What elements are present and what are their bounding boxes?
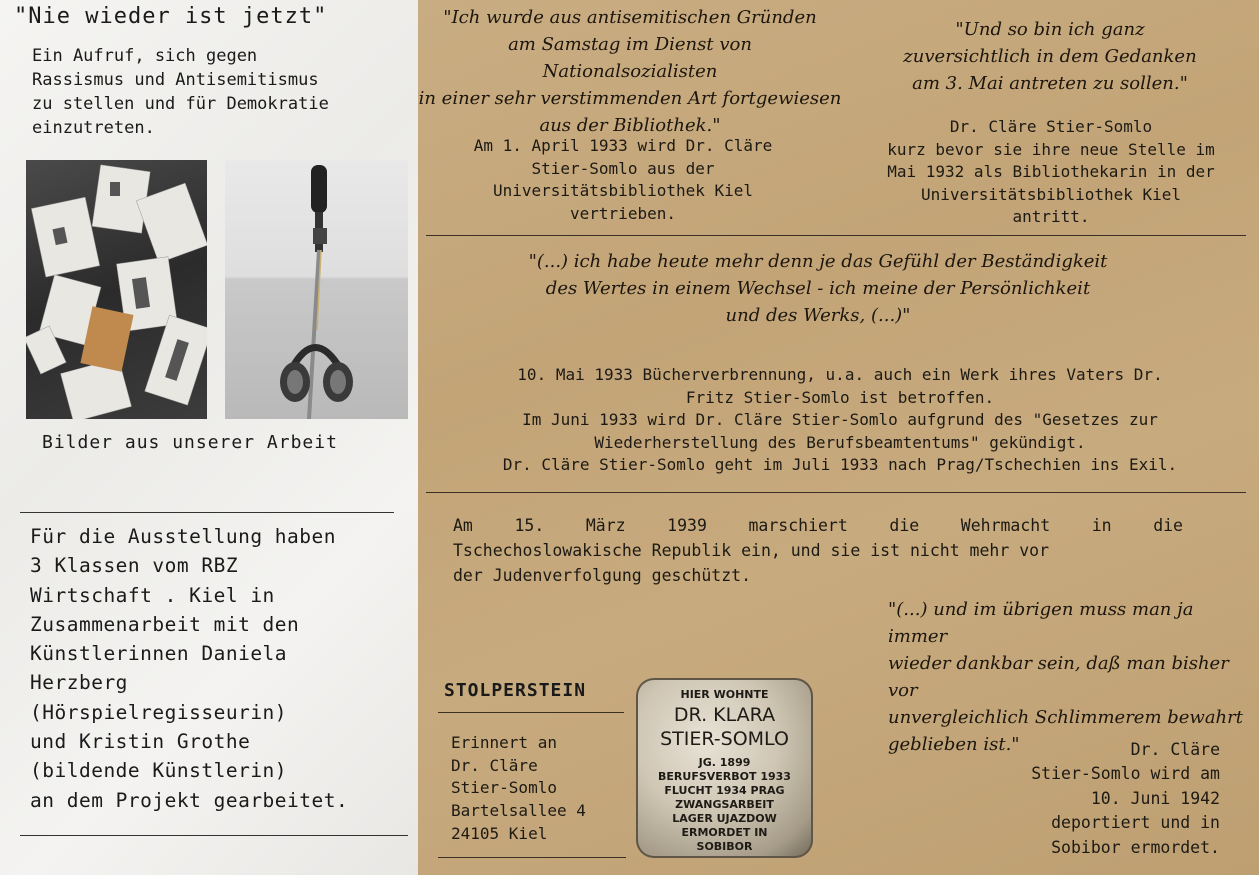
stone-line: HIER WOHNTE	[680, 688, 769, 701]
quote-line: am Samstag im Dienst von Nationalsozialisten	[508, 34, 752, 82]
stone-line: ZWANGSARBEIT	[675, 798, 774, 811]
panel-divider-1	[426, 235, 1246, 236]
text-line: 10. Mai 1933 Bücherverbrennung, u.a. auch ein Werk ihres Vaters Dr.	[517, 365, 1163, 384]
quote-line: "(...) ich habe heute mehr denn je das Gefühl der Beständigkeit	[528, 251, 1108, 272]
text-line: Wiederherstellung des Berufsbeamtentums" gekündigt.	[594, 432, 1086, 452]
text-line: vertrieben.	[570, 203, 676, 223]
text-line: Stier-Somlo	[451, 778, 557, 798]
quote-line: "Und so bin ich ganz	[955, 19, 1145, 40]
quote-line: und des Werks, (...)"	[725, 305, 911, 326]
text-line: Universitätsbibliothek Kiel	[920, 184, 1182, 204]
text-line: kurz bevor sie ihre neue Stelle im	[887, 139, 1215, 159]
text-dismissal	[423, 135, 823, 225]
stone-line: STIER-SOMLO	[660, 728, 789, 750]
quote-line: unvergleichlich Schlimmerem bewahrt	[888, 707, 1243, 728]
intro-text: Ein Aufruf, sich gegen Rassismus und Antisemitismus zu stellen und für Demokratie einzutreten.	[32, 46, 329, 138]
history-panel	[418, 0, 1259, 875]
text-line: Am 1. April 1933 wird Dr. Cläre	[473, 136, 773, 155]
photo-microphone-headphones	[225, 160, 408, 419]
quote-line: aus der Bibliothek."	[539, 115, 721, 136]
papers-illustration	[26, 160, 207, 419]
stone-line: ERMORDET IN	[681, 826, 768, 839]
text-line: Dr. Cläre	[1130, 740, 1220, 759]
text-line: Sobibor ermordet.	[1051, 837, 1220, 857]
quote-line: am 3. Mai antreten zu sollen."	[912, 73, 1188, 94]
memorial-underline	[438, 857, 626, 858]
stone-line: SOBIBOR	[696, 840, 753, 853]
text-line: Fritz Stier-Somlo ist betroffen.	[685, 387, 995, 407]
exhibition-credits: Für die Ausstellung haben 3 Klassen vom RBZ Wirtschaft . Kiel in Zusammenarbeit mit den Künstlerinnen Daniela Herzberg (Hörspielregisseurin) und Kristin Grothe (bildende Künstlerin) an dem Projekt gearbeitet.	[30, 525, 349, 812]
quote-line: "Ich wurde aus antisemitischen Gründen	[443, 7, 817, 28]
text-line: Dr. Cläre Stier-Somlo	[949, 117, 1153, 136]
divider-bottom	[20, 835, 408, 836]
text-line: Bartelsallee 4	[451, 801, 586, 821]
quote-confident	[850, 16, 1250, 97]
text-line: Stier-Somlo aus der	[531, 158, 715, 178]
text-line: Stier-Somlo wird am	[1031, 764, 1220, 784]
stolperstein-heading: STOLPERSTEIN	[444, 680, 587, 701]
quote-dismissal	[418, 4, 842, 139]
quote-line: "(...) und im übrigen muss man ja immer	[888, 599, 1194, 647]
quote-line: zuversichtlich in dem Gedanken	[903, 46, 1197, 67]
microphone-illustration	[225, 160, 408, 419]
quote-line: geblieben ist."	[888, 734, 1020, 755]
photo-caption: Bilder aus unserer Arbeit	[42, 432, 338, 453]
stone-line: LAGER UJAZDOW	[672, 812, 777, 825]
stone-line: BERUFSVERBOT 1933	[658, 770, 791, 783]
stone-line: JG. 1899	[698, 756, 751, 769]
text-line: Mai 1932 als Bibliothekarin in der	[887, 162, 1215, 181]
text-march-1939	[453, 513, 1183, 588]
stone-line: FLUCHT 1934 PRAG	[664, 784, 785, 797]
photo-papers-on-floor	[26, 160, 207, 419]
text-line: Dr. Cläre	[451, 755, 538, 775]
text-book-burning	[440, 364, 1240, 477]
text-line: Am 15. März 1939 marschiert die Wehrmacht in die	[453, 516, 1183, 535]
quote-line: wieder dankbar sein, daß man bisher vor	[888, 653, 1229, 701]
text-line: Universitätsbibliothek Kiel	[492, 181, 754, 200]
quote-line: in einer sehr verstimmenden Art fortgewiesen	[418, 88, 842, 109]
stolperstein-underline	[438, 712, 624, 713]
text-line: der Judenverfolgung geschützt.	[453, 566, 752, 585]
divider-top	[20, 512, 394, 513]
stolperstein-plate	[636, 678, 813, 858]
text-line: Tschechoslowakische Republik ein, und sie ist nicht mehr vor	[453, 541, 1050, 560]
page-title: "Nie wieder ist jetzt"	[14, 4, 328, 29]
text-line: antritt.	[1012, 207, 1090, 226]
text-line: Dr. Cläre Stier-Somlo geht im Juli 1933 nach Prag/Tschechien ins Exil.	[502, 455, 1178, 474]
text-line: Im Juni 1933 wird Dr. Cläre Stier-Somlo aufgrund des "Gesetzes zur	[522, 410, 1158, 429]
panel-divider-2	[426, 492, 1246, 493]
text-deportation	[918, 738, 1220, 860]
text-line: Erinnert an	[451, 733, 557, 752]
text-line: deportiert und in	[1051, 813, 1220, 833]
quote-persistence	[418, 248, 1218, 329]
stone-line: DR. KLARA	[673, 704, 776, 726]
text-line: 10. Juni 1942	[1090, 788, 1220, 808]
quote-line: des Wertes in einem Wechsel - ich meine der Persönlichkeit	[545, 278, 1091, 299]
quote-grateful	[888, 596, 1253, 758]
text-new-position	[846, 116, 1256, 229]
memorial-address	[451, 732, 586, 846]
text-line: 24105 Kiel	[451, 823, 548, 843]
